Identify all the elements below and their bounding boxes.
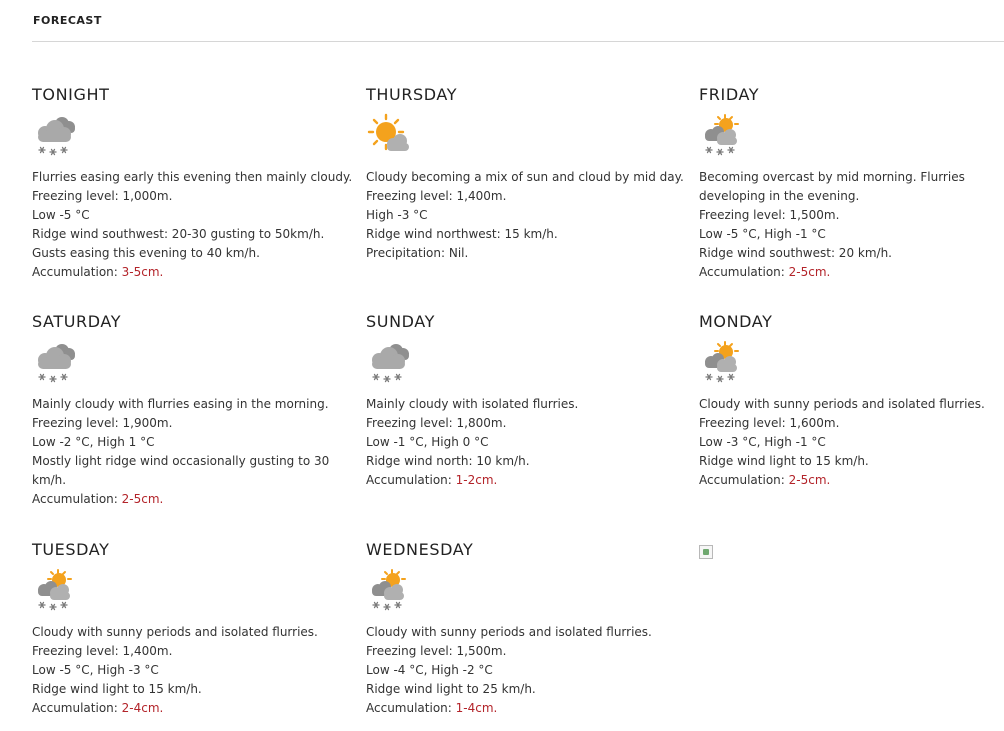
day-title: SATURDAY <box>32 312 122 331</box>
forecast-card-tuesday <box>32 541 352 718</box>
accumulation: Accumulation: 2-4cm. <box>32 701 164 715</box>
ridge-wind: Ridge wind light to 15 km/h. <box>32 682 202 696</box>
ridge-wind: Ridge wind north: 10 km/h. <box>366 454 530 468</box>
forecast-card-thursday <box>366 86 686 263</box>
freezing-level: Freezing level: 1,500m. <box>366 644 507 658</box>
accumulation-value: 3-5cm. <box>121 265 164 279</box>
sun-cloud-snow-icon <box>366 568 414 614</box>
day-title: FRIDAY <box>699 85 760 104</box>
day-title: MONDAY <box>699 312 773 331</box>
temperature: Low -3 °C, High -1 °C <box>699 435 826 449</box>
freezing-level: Freezing level: 1,800m. <box>366 416 507 430</box>
freezing-level: Freezing level: 1,400m. <box>32 644 173 658</box>
accumulation-value: 2-5cm. <box>788 265 831 279</box>
accumulation-value: 1-2cm. <box>455 473 498 487</box>
cloud-snow-icon <box>32 113 80 159</box>
ridge-wind: Ridge wind southwest: 20 km/h. <box>699 246 892 260</box>
section-title: FORECAST <box>33 14 102 27</box>
sun-cloud-snow-icon <box>699 340 747 386</box>
summary: Mainly cloudy with isolated flurries. <box>366 397 579 411</box>
cloud-snow-icon <box>32 340 80 386</box>
sun-cloud-icon <box>366 113 414 159</box>
accumulation: Accumulation: 2-5cm. <box>699 473 831 487</box>
temperature: Low -5 °C, High -1 °C <box>699 227 826 241</box>
sun-cloud-snow-icon <box>32 568 80 614</box>
summary: Cloudy with sunny periods and isolated flurries. <box>366 625 652 639</box>
broken-image-icon <box>699 545 713 559</box>
freezing-level: Freezing level: 1,600m. <box>699 416 840 430</box>
summary: Becoming overcast by mid morning. Flurries developing in the evening. <box>699 170 965 203</box>
cloud-snow-icon <box>366 340 414 386</box>
day-title: SUNDAY <box>366 312 435 331</box>
forecast-card-friday <box>699 86 989 282</box>
sun-cloud-snow-icon <box>699 113 747 159</box>
temperature: High -3 °C <box>366 208 428 222</box>
freezing-level: Freezing level: 1,000m. <box>32 189 173 203</box>
accumulation: Accumulation: 1-4cm. <box>366 701 498 715</box>
summary: Cloudy with sunny periods and isolated flurries. <box>699 397 985 411</box>
temperature: Low -2 °C, High 1 °C <box>32 435 155 449</box>
accumulation: Accumulation: 3-5cm. <box>32 265 164 279</box>
forecast-card-wednesday <box>366 541 686 718</box>
temperature: Low -5 °C, High -3 °C <box>32 663 159 677</box>
summary: Mainly cloudy with flurries easing in the morning. <box>32 397 329 411</box>
summary: Flurries easing early this evening then mainly cloudy. <box>32 170 353 184</box>
ridge-wind: Mostly light ridge wind occasionally gusting to 30 km/h. <box>32 454 330 487</box>
summary: Cloudy becoming a mix of sun and cloud by mid day. <box>366 170 684 184</box>
freezing-level: Freezing level: 1,400m. <box>366 189 507 203</box>
temperature: Low -1 °C, High 0 °C <box>366 435 489 449</box>
wind-note: Gusts easing this evening to 40 km/h. <box>32 246 260 260</box>
ridge-wind: Ridge wind northwest: 15 km/h. <box>366 227 558 241</box>
summary: Cloudy with sunny periods and isolated flurries. <box>32 625 318 639</box>
day-title: TUESDAY <box>32 540 110 559</box>
accumulation: Accumulation: 1-2cm. <box>366 473 498 487</box>
ridge-wind: Ridge wind light to 15 km/h. <box>699 454 869 468</box>
freezing-level: Freezing level: 1,900m. <box>32 416 173 430</box>
accumulation-value: 1-4cm. <box>455 701 498 715</box>
accumulation-value: 2-4cm. <box>121 701 164 715</box>
accumulation-value: 2-5cm. <box>788 473 831 487</box>
freezing-level: Freezing level: 1,500m. <box>699 208 840 222</box>
precipitation: Precipitation: Nil. <box>366 246 469 260</box>
accumulation: Accumulation: 2-5cm. <box>699 265 831 279</box>
day-title: TONIGHT <box>32 85 110 104</box>
forecast-card-monday <box>699 313 989 490</box>
temperature: Low -4 °C, High -2 °C <box>366 663 493 677</box>
day-title: THURSDAY <box>366 85 458 104</box>
accumulation: Accumulation: 2-5cm. <box>32 492 164 506</box>
ridge-wind: Ridge wind southwest: 20-30 gusting to 50km/h. <box>32 227 325 241</box>
ridge-wind: Ridge wind light to 25 km/h. <box>366 682 536 696</box>
divider <box>32 41 1004 42</box>
forecast-card-saturday <box>32 313 352 509</box>
forecast-card-tonight <box>32 86 352 282</box>
accumulation-value: 2-5cm. <box>121 492 164 506</box>
day-title: WEDNESDAY <box>366 540 474 559</box>
temperature: Low -5 °C <box>32 208 90 222</box>
forecast-card-sunday <box>366 313 686 490</box>
